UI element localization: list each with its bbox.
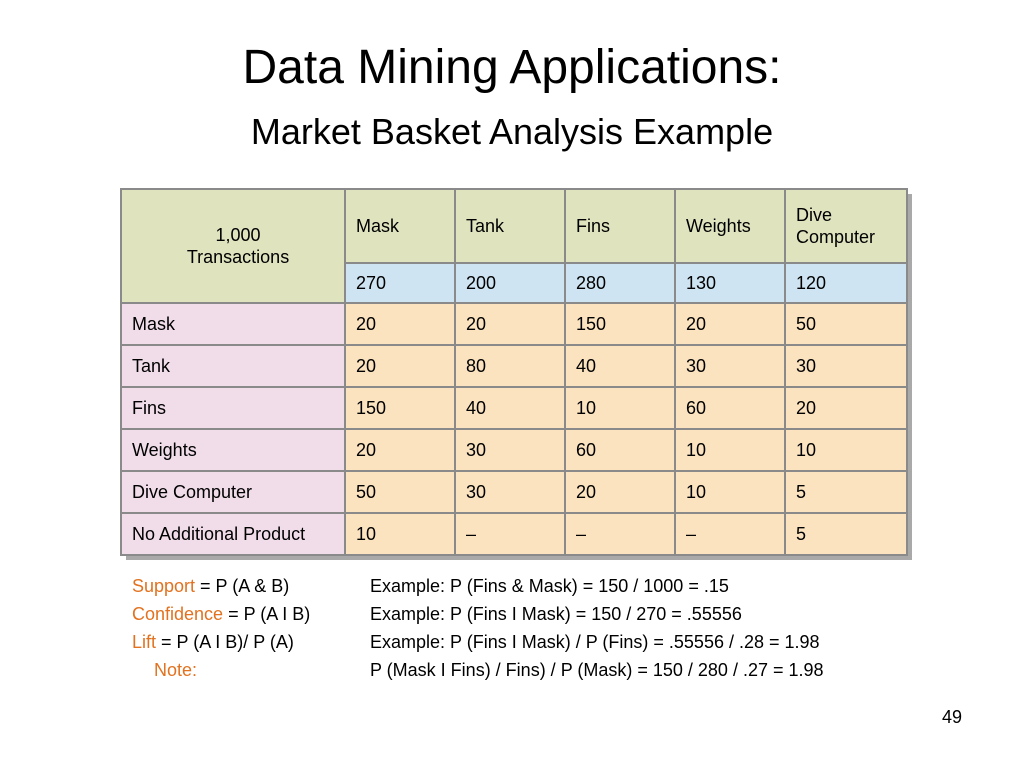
row-label-cell: Tank	[121, 345, 345, 387]
count-cell: –	[455, 513, 565, 555]
product-total-cell: 280	[565, 263, 675, 303]
product-header-cell	[455, 189, 565, 263]
market-basket-table-container	[120, 188, 912, 560]
count-cell: 30	[455, 429, 565, 471]
count-cell: 5	[785, 471, 907, 513]
product-header-text: Fins	[576, 216, 611, 236]
formula-definitions	[132, 572, 932, 684]
count-cell: 30	[785, 345, 907, 387]
row-label-cell: Mask	[121, 303, 345, 345]
formula-term: Lift	[132, 632, 157, 652]
formula-row-support	[132, 572, 932, 600]
table-row	[121, 471, 907, 513]
formula-row-lift	[132, 628, 932, 656]
formula-definition: = P (A I B)	[223, 604, 311, 624]
header-row	[121, 189, 907, 263]
count-cell: 30	[455, 471, 565, 513]
count-cell: 20	[455, 303, 565, 345]
count-cell: 10	[785, 429, 907, 471]
product-total-cell: 120	[785, 263, 907, 303]
count-cell: 20	[785, 387, 907, 429]
product-header-text: Computer	[796, 227, 876, 247]
count-cell: 10	[675, 471, 785, 513]
count-cell: 20	[345, 429, 455, 471]
product-total-cell: 130	[675, 263, 785, 303]
count-cell: –	[675, 513, 785, 555]
formula-example: Example: P (Fins I Mask) = 150 / 270 = .55556	[370, 604, 742, 624]
row-label-cell: No Additional Product	[121, 513, 345, 555]
row-label-cell: Weights	[121, 429, 345, 471]
count-cell: 150	[565, 303, 675, 345]
formula-label	[132, 600, 310, 628]
table-row	[121, 513, 907, 555]
formula-label	[132, 656, 197, 684]
transactions-header-cell	[121, 189, 345, 303]
transactions-count: 1,000	[215, 225, 261, 245]
count-cell: 20	[345, 345, 455, 387]
count-cell: 40	[565, 345, 675, 387]
count-cell: 80	[455, 345, 565, 387]
count-cell: –	[565, 513, 675, 555]
table-row	[121, 429, 907, 471]
row-label-cell: Fins	[121, 387, 345, 429]
product-header-cell	[675, 189, 785, 263]
formula-row-confidence	[132, 600, 932, 628]
formula-definition: = P (A & B)	[195, 576, 290, 596]
count-cell: 30	[675, 345, 785, 387]
count-cell: 40	[455, 387, 565, 429]
formula-term: Support	[132, 576, 196, 596]
product-header-text: Mask	[356, 216, 400, 236]
formula-example: P (Mask I Fins) / Fins) / P (Mask) = 150 / 280 / .27 = 1.98	[370, 660, 824, 680]
product-header-cell	[565, 189, 675, 263]
count-cell: 10	[345, 513, 455, 555]
formula-example: Example: P (Fins & Mask) = 150 / 1000 = .15	[370, 576, 729, 596]
product-total-cell: 270	[345, 263, 455, 303]
page-number: 49	[941, 707, 962, 727]
product-header-text: Tank	[466, 216, 505, 236]
count-cell: 20	[345, 303, 455, 345]
market-basket-table	[120, 188, 908, 556]
transactions-label: Transactions	[186, 247, 290, 267]
table-row	[121, 345, 907, 387]
formula-label	[132, 572, 289, 600]
count-cell: 60	[565, 429, 675, 471]
count-cell: 10	[565, 387, 675, 429]
count-cell: 5	[785, 513, 907, 555]
count-cell: 150	[345, 387, 455, 429]
table-row	[121, 387, 907, 429]
slide-title: Data Mining Applications:	[242, 41, 782, 94]
formula-row-note	[132, 656, 932, 684]
product-header-cell	[785, 189, 907, 263]
formula-label	[132, 628, 294, 656]
count-cell: 20	[675, 303, 785, 345]
formula-definition: = P (A I B)/ P (A)	[156, 632, 294, 652]
product-total-cell: 200	[455, 263, 565, 303]
product-header-cell	[345, 189, 455, 263]
row-label-cell: Dive Computer	[121, 471, 345, 513]
product-header-text: Weights	[686, 216, 751, 236]
formula-term: Confidence	[132, 604, 224, 624]
formula-example: Example: P (Fins I Mask) / P (Fins) = .55556 / .28 = 1.98	[370, 632, 820, 652]
count-cell: 50	[345, 471, 455, 513]
slide-subtitle: Market Basket Analysis Example	[250, 111, 774, 152]
count-cell: 10	[675, 429, 785, 471]
count-cell: 50	[785, 303, 907, 345]
count-cell: 20	[565, 471, 675, 513]
count-cell: 60	[675, 387, 785, 429]
table-row	[121, 303, 907, 345]
note-label: Note:	[154, 660, 198, 680]
product-header-text: Dive	[796, 205, 833, 225]
